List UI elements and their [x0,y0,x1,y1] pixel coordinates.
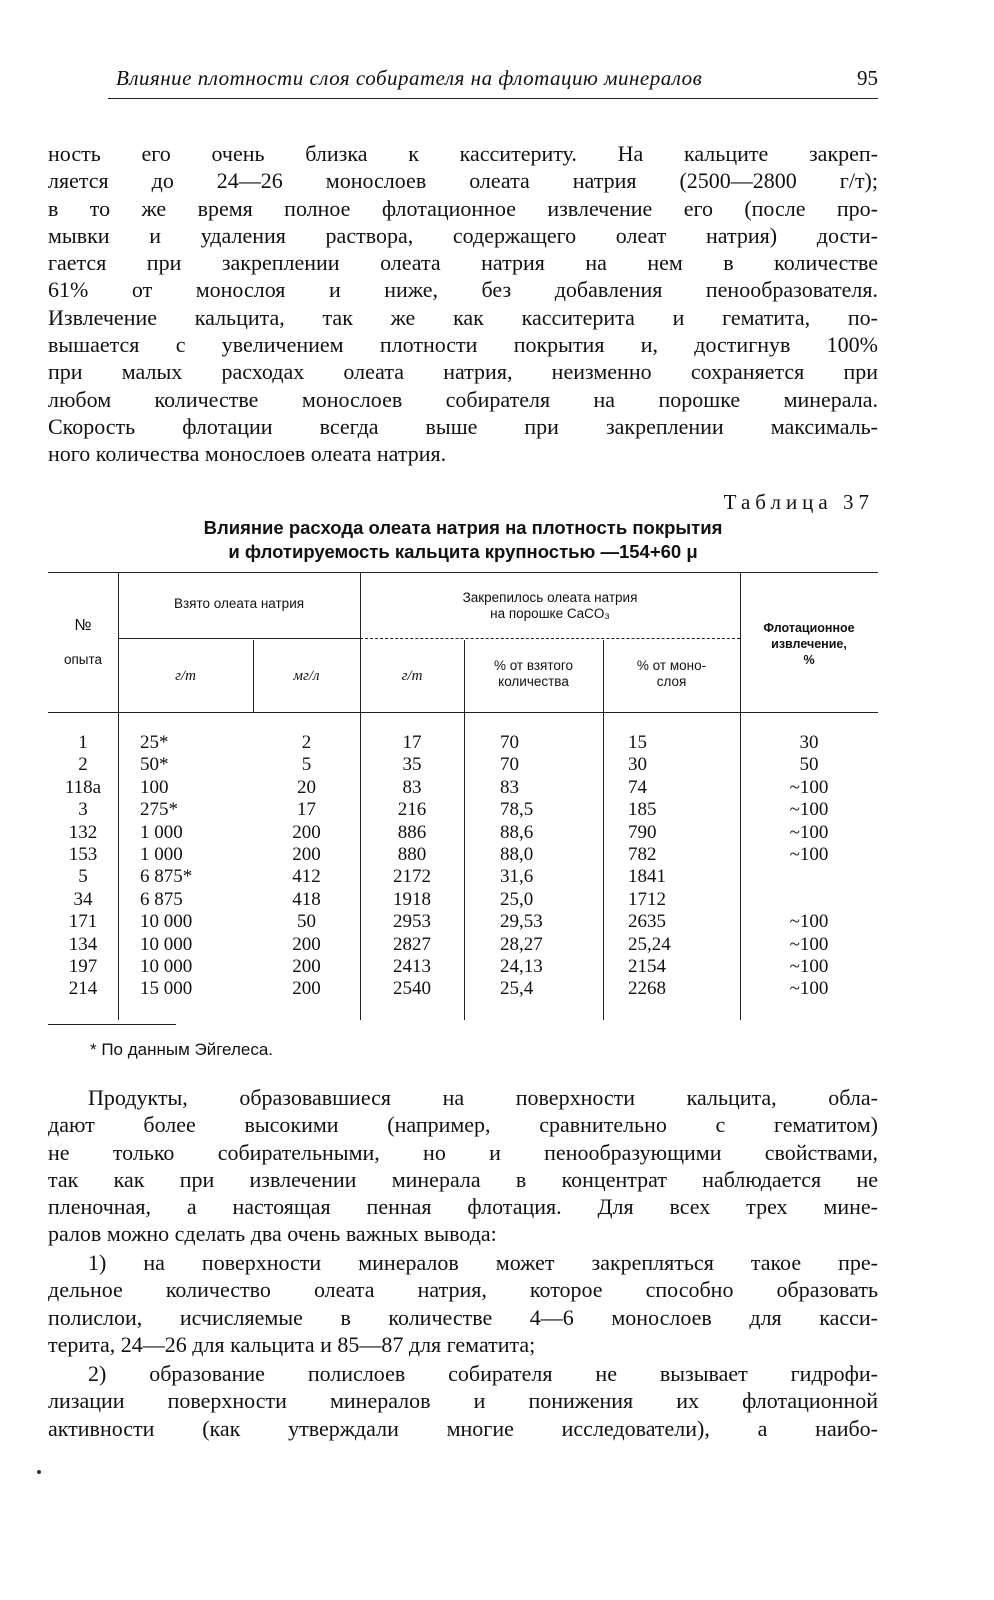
table-row [48,732,878,754]
cell-taken-gt: 1 000 [140,844,183,865]
cell-pct-monolayer: 790 [628,821,657,843]
cell-taken-gt: 25* [140,732,169,753]
text-line: 61% от монослоя и ниже, без добавления пенообразователя. [48,277,878,303]
paragraph-1 [48,140,878,468]
cell-taken-mgl: 200 [292,933,321,955]
cell-experiment-no: 171 [68,911,98,933]
text-line: мывки и удаления раствора, содержащего олеат натрия) дости- [48,222,878,248]
header-rule [108,98,878,99]
cell-fixed-gt: 17 [402,732,422,753]
cell-taken-gt: 50* [140,754,169,776]
text-line: 2) образование полислоев собирателя не вызывает гидрофи- [88,1361,878,1386]
header-fixed: Закрепилось олеата натрия [462,590,638,605]
cell-experiment-no: 153 [68,844,98,865]
cell-pct-taken: 29,53 [500,911,543,933]
cell-taken-gt: 10 000 [140,933,193,955]
page-number: 95 [857,66,878,90]
cell-taken-gt: 15 000 [140,978,193,1000]
cell-taken-gt: 1 000 [140,821,183,843]
table-caption-line-2: и флотируемость кальцита крупностью —154+60 μ [228,541,698,562]
cell-experiment-no: 134 [68,933,98,955]
table-row [48,956,878,978]
stray-mark [37,1470,41,1474]
cell-experiment-no: 197 [68,956,98,977]
cell-recovery: ~100 [789,956,829,977]
header-bottom-rule [48,712,878,713]
cell-pct-taken: 25,4 [500,978,534,1000]
cell-fixed-gt: 1918 [393,888,431,910]
cell-pct-monolayer: 1712 [628,888,666,910]
cell-pct-taken: 24,13 [500,956,543,977]
header-recovery-unit: % [803,653,815,667]
header-no: № [74,617,92,634]
text-line: дельное количество олеата натрия, которое способно образовать [48,1277,878,1303]
cell-recovery: ~100 [789,821,829,843]
cell-experiment-no: 118а [64,776,102,798]
paragraph-2 [48,1084,878,1248]
text-line: пленочная, а настоящая пенная флотация. Для всех трех мине- [48,1194,878,1220]
cell-fixed-gt: 2953 [393,911,431,933]
text-line: терита, 24—26 для кальцита и 85—87 для гематита; [48,1331,536,1357]
cell-experiment-no: 34 [73,888,93,910]
cell-taken-mgl: 200 [292,956,321,977]
table-row [48,754,878,776]
cell-recovery: 30 [799,732,819,753]
running-title: Влияние плотности слоя собирателя на флотацию минералов [116,66,703,90]
text-line: гается при закреплении олеата натрия на нем в количестве [48,250,878,276]
cell-pct-taken: 88,0 [500,844,534,865]
text-line: 1) на поверхности минералов может закрепляться такое пре- [88,1250,878,1275]
cell-fixed-gt: 35 [402,754,422,776]
cell-taken-gt: 10 000 [140,956,193,977]
header-taken-gt: г/т [175,668,196,684]
header-no-sub: опыта [63,652,103,667]
header-recovery-sub: извлечение, [771,637,847,651]
cell-experiment-no: 1 [78,732,88,753]
table-row [48,866,878,888]
cell-pct-taken: 83 [500,776,519,798]
header-fixed-gt: г/т [401,668,423,684]
cell-taken-mgl: 17 [297,799,316,821]
cell-taken-gt: 6 875 [140,888,183,910]
cell-recovery: ~100 [789,844,829,865]
cell-pct-monolayer: 30 [628,754,647,776]
cell-fixed-gt: 2540 [393,978,431,1000]
text-line: лизации поверхности минералов и понижения их флотационной [48,1388,878,1414]
cell-taken-mgl: 200 [292,844,321,865]
cell-fixed-gt: 2172 [393,866,431,888]
table-row [48,777,878,799]
text-line: активности (как утверждали многие исследователи), а наибо- [48,1415,878,1441]
cell-fixed-gt: 880 [397,844,427,865]
cell-taken-gt: 6 875* [140,866,193,888]
cell-pct-monolayer: 2268 [628,978,666,1000]
text-line: вышается с увеличением плотности покрытия и, достигнув 100% [48,332,878,358]
table-row [48,889,878,911]
text-line: Извлечение кальцита, так же как касситерита и гематита, по- [48,304,878,330]
cell-taken-gt: 275* [140,799,178,821]
table-row [48,934,878,956]
cell-pct-monolayer: 15 [628,732,647,753]
cell-pct-monolayer: 2635 [628,911,666,933]
cell-taken-mgl: 20 [297,776,316,798]
table-row [48,822,878,844]
cell-pct-monolayer: 782 [628,844,657,865]
data-table [48,572,878,1020]
text-line: Продукты, образовавшиеся на поверхности кальцита, обла- [88,1085,878,1110]
cell-experiment-no: 214 [68,978,98,1000]
cell-taken-gt: 100 [140,776,169,798]
cell-pct-taken: 28,27 [500,933,543,955]
cell-experiment-no: 3 [78,799,88,821]
header-pct-mono: % от моно- [636,658,707,673]
header-sub-rule [360,638,740,639]
cell-taken-mgl: 200 [292,821,321,843]
cell-recovery: ~100 [789,799,829,821]
text-line: любом количестве монослоев собирателя на порошке минерала. [48,386,878,412]
header-taken-mgl: мг/л [293,668,320,684]
header-sub-rule [118,638,360,639]
cell-pct-monolayer: 74 [628,776,647,798]
cell-recovery: 50 [799,754,819,776]
cell-taken-mgl: 5 [301,754,312,776]
cell-taken-mgl: 412 [292,866,321,888]
cell-fixed-gt: 216 [397,799,427,821]
cell-recovery: ~100 [789,776,829,798]
cell-pct-taken: 78,5 [500,799,534,821]
cell-pct-monolayer: 25,24 [628,933,671,955]
text-line: в то же время полное флотационное извлечение его (после про- [48,195,878,221]
cell-pct-taken: 70 [500,754,519,776]
page-header [48,66,878,96]
header-pct-mono-sub: слоя [656,674,687,689]
table-caption-line-1: Влияние расхода олеата натрия на плотность покрытия [203,517,723,538]
table-top-rule [48,572,878,573]
footnote: * По данным Эйгелеса. [90,1040,273,1059]
header-recovery: Флотационное [763,621,855,635]
table-row [48,844,878,866]
text-line: ного количества монослоев олеата натрия. [48,441,447,467]
cell-pct-taken: 25,0 [500,888,534,910]
cell-pct-taken: 88,6 [500,821,534,843]
cell-pct-monolayer: 2154 [628,956,666,977]
cell-fixed-gt: 886 [397,821,427,843]
table-number: Таблица 37 [723,490,874,514]
header-fixed-sub: на порошке CaCO₃ [490,606,610,621]
text-line: так как при извлечении минерала в концентрат наблюдается не [48,1166,878,1192]
cell-fixed-gt: 83 [402,776,422,798]
cell-taken-mgl: 2 [301,732,312,753]
cell-taken-mgl: 50 [297,911,316,933]
paragraph-3 [48,1249,878,1358]
cell-experiment-no: 5 [78,866,88,888]
cell-pct-monolayer: 1841 [628,866,666,888]
text-line: Скорость флотации всегда выше при закреплении максималь- [48,413,878,439]
text-line: при малых расходах олеата натрия, неизменно сохраняется при [48,359,878,385]
cell-pct-monolayer: 185 [628,799,657,821]
cell-recovery: ~100 [789,978,829,1000]
table-row [48,799,878,821]
cell-taken-gt: 10 000 [140,911,193,933]
cell-recovery: ~100 [789,911,829,933]
cell-experiment-no: 132 [68,821,98,843]
footnote-rule [48,1024,176,1025]
cell-pct-taken: 31,6 [500,866,534,888]
header-pct-taken-sub: количества [498,674,569,689]
text-line: не только собирательными, но и пенообразующими свойствами, [48,1139,878,1165]
text-line: дают более высокими (например, сравнительно с гематитом) [48,1112,878,1138]
header-taken: Взято олеата натрия [173,596,305,611]
cell-recovery: ~100 [789,933,829,955]
paragraph-4 [48,1360,878,1442]
table-row [48,978,878,1000]
text-line: ралов можно сделать два очень важных вывода: [48,1221,497,1247]
cell-taken-mgl: 418 [292,888,321,910]
text-line: ность его очень близка к касситериту. На кальците закреп- [48,141,878,166]
cell-fixed-gt: 2413 [393,956,431,977]
cell-fixed-gt: 2827 [393,933,431,955]
table-row [48,911,878,933]
cell-taken-mgl: 200 [292,978,321,1000]
text-line: полислои, исчисляемые в количестве 4—6 монослоев для касси- [48,1304,878,1330]
header-pct-taken: % от взятого [493,658,574,673]
text-line: ляется до 24—26 монослоев олеата натрия (2500—2800 г/т); [48,168,878,194]
cell-pct-taken: 70 [500,732,519,753]
cell-experiment-no: 2 [78,754,88,776]
